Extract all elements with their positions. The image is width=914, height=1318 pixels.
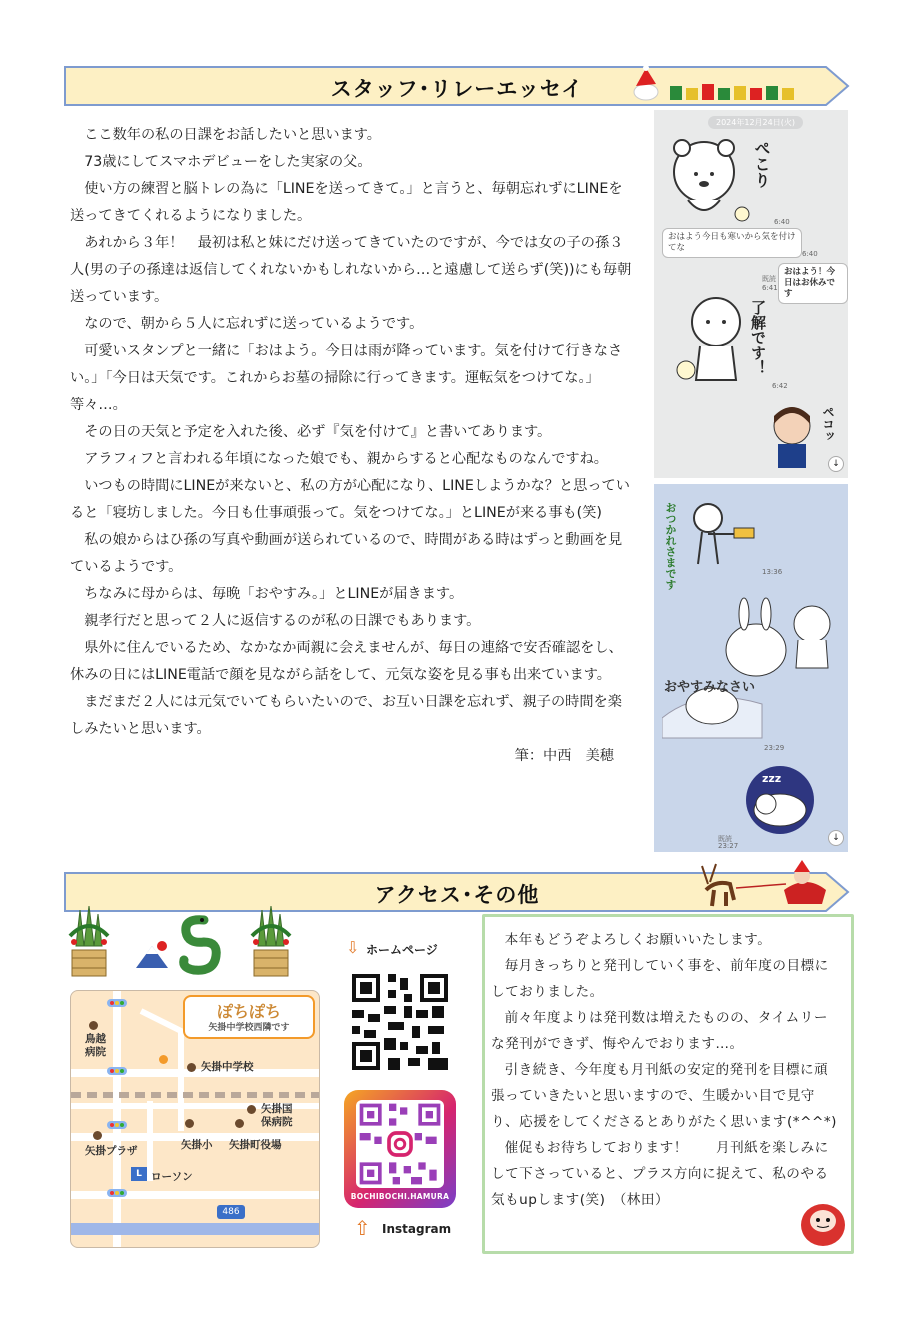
line-chat-screenshot-morning <box>654 110 848 478</box>
message-paragraph: 引き続き、今年度も月刊紙の安定的発刊を目標に頑張っていきたいと思いますので、生暖かい目で見守り、応援をしてくださるとありがたく思います(*^^*) <box>491 1062 837 1130</box>
essay-paragraph: 県外に住んでいるため、なかなか両親に会えませんが、毎日の連絡で安否確認をし、休みの日にはLINE電話で顔を見ながら話をして、元気な姿を見る事も出来ています。 <box>70 640 623 683</box>
message-paragraph: 前々年度よりは発刊数は増えたものの、タイムリーな発刊ができず、悔やんでおります…。 <box>491 1010 828 1052</box>
section-banner-access <box>64 872 850 912</box>
sent-message: おはよう！今日はお休みです <box>778 263 848 304</box>
message-time: 13:36 <box>762 568 783 576</box>
essay-paragraph: まだまだ２人には元気でいてもらいたいので、お互い日課を忘れず、親子の時間を楽しみたいと思います。 <box>70 694 622 737</box>
message-paragraph: 催促もお待ちしております！ 月刊紙を楽しみにして下さっていると、プラス方向に捉えて、私のやる気もupします(笑) （林田） <box>491 1140 829 1208</box>
store-callout <box>183 995 315 1039</box>
essay-paragraph: 使い方の練習と脳トレの為に「LINEを送ってきて。」と言うと、毎朝忘れずにLINEを送ってきてくれるようになりました。 <box>70 181 623 224</box>
bear-ok-sticker-icon <box>674 290 754 386</box>
message-time: 6:40 <box>774 218 790 226</box>
essay-paragraph: その日の天気と予定を入れた後、必ず『気を付けて』と書いてあります。 <box>84 424 552 440</box>
traffic-signals-icon <box>107 999 127 1229</box>
sticker-text-otsukare: おつかれさまです <box>664 502 677 590</box>
section-title-access: アクセス･その他 <box>374 883 540 907</box>
scroll-down-icon[interactable]: ↓ <box>828 830 844 846</box>
route-sign-icon: 486 <box>217 1205 245 1219</box>
instagram-qr-card[interactable] <box>344 1090 456 1208</box>
message-body <box>491 927 841 1213</box>
school-dot <box>187 1063 196 1072</box>
rabbit-bear-sleep-sticker-icon <box>662 594 846 744</box>
bochibochi-location-dot <box>159 1055 168 1064</box>
essay-paragraph: 親孝行だと思って２人に返信するのが私の日課でもあります。 <box>84 613 481 629</box>
sticker-text-oyasumi: おやすみなさい <box>664 680 756 695</box>
map-label-lawson: ローソン <box>151 1171 193 1183</box>
essay-paragraph: 私の娘からはひ孫の写真や動画が送られているので、時間がある時はずっと動画を見ているようです。 <box>70 532 623 575</box>
essay-paragraph: ここ数年の私の日課をお話したいと思います。 <box>84 127 381 143</box>
kadomatsu-left-icon <box>64 906 114 980</box>
scroll-down-icon[interactable]: ↓ <box>828 456 844 472</box>
map-label-plaza: 矢掛プラザ <box>85 1145 138 1157</box>
lawson-icon: L <box>131 1167 147 1181</box>
sticker-text-pekori: ぺこり <box>752 140 771 188</box>
read-label: 既読 <box>762 275 776 283</box>
hospital-dot <box>247 1105 256 1114</box>
homepage-label: ホームページ <box>366 943 438 957</box>
sticker-text-ryokai: 了解です！ <box>749 300 767 375</box>
qr-pattern <box>356 1100 444 1188</box>
hospital-dot <box>89 1021 98 1030</box>
christmas-decoration-icon <box>632 66 812 104</box>
map-label-kokuho-hospital: 矢掛国保病院 <box>261 1103 293 1128</box>
plaza-dot <box>93 1131 102 1140</box>
section-title-essay: スタッフ･リレーエッセイ <box>330 77 584 101</box>
instagram-label: Instagram <box>382 1222 452 1236</box>
school-dot <box>185 1119 194 1128</box>
town-office-dot <box>235 1119 244 1128</box>
essay-paragraph: 可愛いスタンプと一緒に「おはよう。今日は雨が降っています。気を付けて行きなさい。」「今日は天気です。これからお墓の掃除に行ってきます。運転気をつけてな。」 等々…。 <box>70 343 623 413</box>
essay-paragraph: いつもの時間にLINEが来ないと、私の方が心配になり、LINEしようかな？と思っていると「寝坊しました。今日も仕事頑張って。気をつけてな。」とLINEが来る事も(笑) <box>70 478 630 521</box>
map-label-elementary: 矢掛小 <box>181 1139 213 1151</box>
store-name: ぽちぽち <box>216 1002 281 1021</box>
snake-icon <box>174 912 228 982</box>
new-year-message-box <box>482 914 854 1254</box>
message-paragraph: 本年もどうぞよろしくお願いいたします。 <box>504 932 772 948</box>
message-time: 23:27 <box>718 842 739 850</box>
mount-fuji-icon <box>132 938 172 972</box>
sticker-text-peko: ペコッ <box>821 406 835 442</box>
read-label: 既読 <box>718 835 732 843</box>
map-label-town-office: 矢掛町役場 <box>229 1139 282 1151</box>
essay-paragraph: ちなみに母からは、毎晩「おやすみ。」とLINEが届きます。 <box>84 586 464 602</box>
kadomatsu-right-icon <box>246 906 296 980</box>
homepage-qr-code[interactable] <box>352 974 448 1070</box>
essay-signature: 筆：中西 美穂 <box>514 748 614 764</box>
map-label-junior-high: 矢掛中学校 <box>201 1061 254 1073</box>
received-message: おはよう今日も寒いから気を付けてな <box>662 228 802 258</box>
arrow-up-icon: ⇧ <box>354 1216 371 1240</box>
message-paragraph: 毎月きっちりと発刊していく事を、前年度の目標にしておりました。 <box>491 958 829 1000</box>
store-location-note: 矢掛中学校西隣です <box>208 1023 290 1033</box>
sticker-text-zzz: zzz <box>762 772 782 785</box>
section-banner-essay <box>64 66 850 106</box>
message-time: 6:40 <box>802 250 818 258</box>
essay-paragraph: アラフィフと言われる年頃になった娘でも、親からすると心配なものなんですね。 <box>84 451 608 467</box>
instagram-qr-code[interactable] <box>356 1100 444 1188</box>
essay-paragraph: 73歳にしてスマホデビューをした実家の父。 <box>84 154 372 170</box>
essay-body <box>70 122 636 770</box>
bear-cake-sticker-icon <box>688 498 758 568</box>
access-map <box>70 990 320 1248</box>
essay-paragraph: なので、朝から５人に忘れずに送っているようです。 <box>84 316 424 332</box>
line-chat-screenshot-night <box>654 484 848 852</box>
bear-bow-sticker-icon <box>664 134 754 224</box>
map-label-torigoe-hospital: 鳥越病院 <box>85 1033 106 1058</box>
message-time: 6:42 <box>772 382 788 390</box>
reindeer-sleigh-icon <box>696 860 836 914</box>
message-time: 6:41 <box>762 284 778 292</box>
arrow-down-icon: ⇩ <box>346 938 360 957</box>
instagram-handle: BOCHIBOCHI.HAMURA <box>350 1192 450 1201</box>
chat-date: 2024年12月24日(火) <box>708 116 803 129</box>
daruma-icon <box>799 1197 847 1247</box>
essay-paragraph: あれから３年！ 最初は私と妹にだけ送ってきていたのですが、今では女の子の孫３人(男の子の孫達は返信してくれないかもしれないから…と遠慮して送らず(笑))にも毎朝送っています。 <box>70 235 632 305</box>
message-time: 23:29 <box>764 744 785 752</box>
girl-bow-sticker-icon <box>762 402 822 472</box>
